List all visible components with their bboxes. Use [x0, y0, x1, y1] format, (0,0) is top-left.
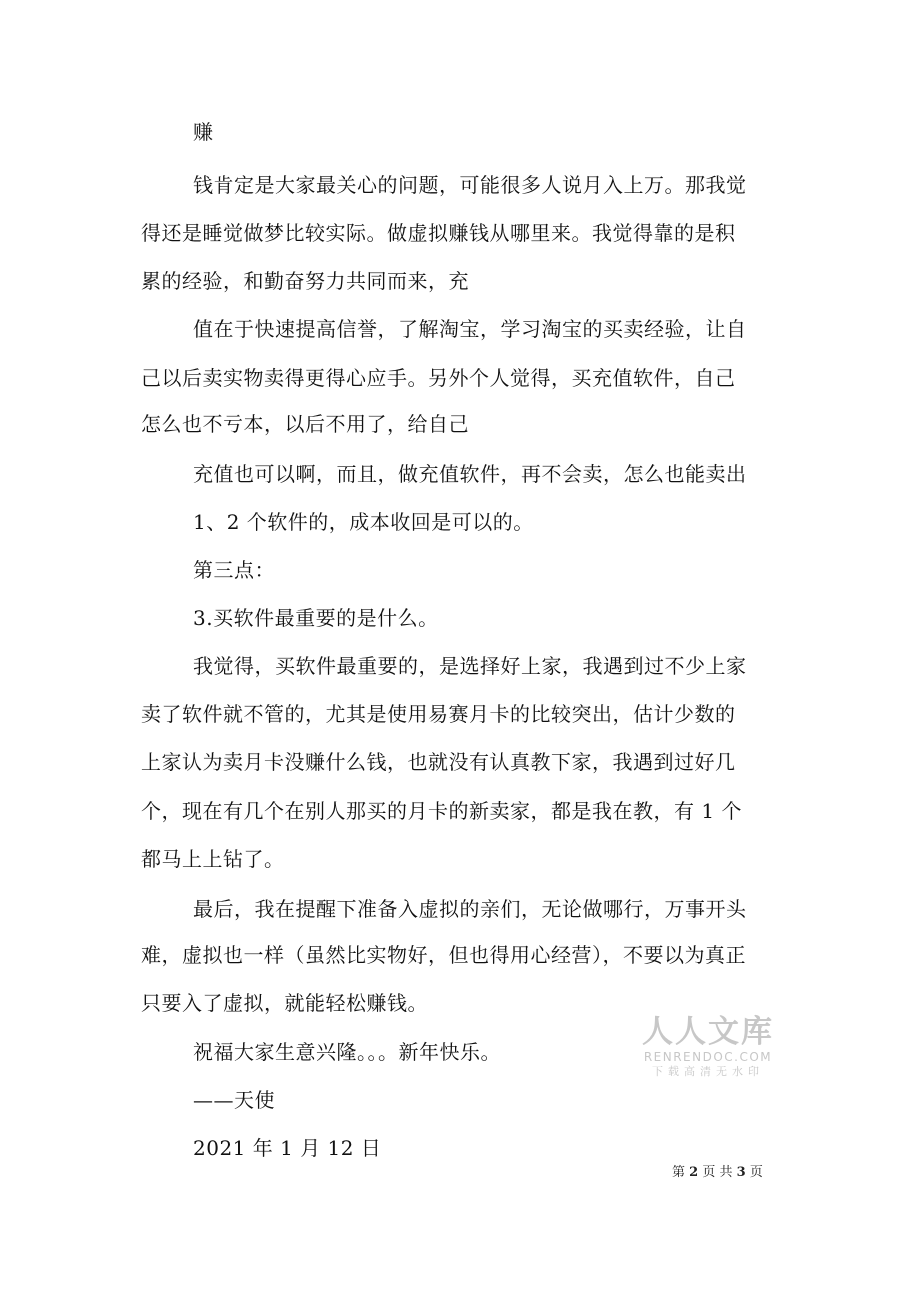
text-line: 累的经验，和勤奋努力共同而来，充	[141, 269, 469, 293]
footer-suffix: 页	[749, 1165, 763, 1180]
text-line: 值在于快速提高信誉，了解淘宝，学习淘宝的买卖经验，让自	[193, 317, 747, 341]
text-line: 都马上上钻了。	[141, 847, 285, 871]
watermark-title: 人人文库	[642, 1014, 774, 1050]
text-line: 最后，我在提醒下准备入虚拟的亲们，无论做哪行，万事开头	[193, 897, 747, 921]
text-line: 难，虚拟也一样（虽然比实物好，但也得用心经营），不要以为真正	[141, 943, 746, 967]
text-line: 上家认为卖月卡没赚什么钱，也就没有认真教下家，我遇到过好几	[141, 750, 736, 774]
section-question: 3.买软件最重要的是什么。	[193, 606, 439, 630]
text-line: 只要入了虚拟，就能轻松赚钱。	[141, 991, 428, 1015]
document-date: 2021 年 1 月 12 日	[193, 1136, 382, 1160]
text-line: 1、2 个软件的，成本收回是可以的。	[193, 510, 534, 534]
text-line: 己以后卖实物卖得更得心应手。另外个人觉得，买充值软件，自己	[141, 366, 736, 390]
footer-middle: 页 共	[702, 1165, 733, 1180]
text-line: 钱肯定是大家最关心的问题，可能很多人说月入上万。那我觉	[193, 173, 747, 197]
footer-prefix: 第	[672, 1165, 686, 1180]
text-line: 卖了软件就不管的，尤其是使用易赛月卡的比较突出，估计少数的	[141, 702, 736, 726]
text-line: 怎么也不亏本，以后不用了，给自己	[141, 412, 469, 436]
page-number-footer	[672, 1164, 763, 1182]
watermark-logo	[640, 1014, 776, 1079]
watermark-subtitle: 下载高清无水印	[652, 1065, 764, 1078]
text-line: 个，现在有几个在别人那买的月卡的新卖家，都是我在教，有 1 个	[141, 799, 742, 823]
text-line: 赚	[193, 120, 214, 144]
current-page-number: 2	[689, 1165, 699, 1180]
section-heading: 第三点：	[193, 558, 275, 582]
text-line: 得还是睡觉做梦比较实际。做虚拟赚钱从哪里来。我觉得靠的是积	[141, 221, 736, 245]
watermark-domain: RENRENDOC.COM	[643, 1050, 773, 1064]
text-line: 我觉得，买软件最重要的，是选择好上家，我遇到过不少上家	[193, 654, 747, 678]
text-line: 充值也可以啊，而且，做充值软件，再不会卖，怎么也能卖出	[193, 462, 747, 486]
closing-greeting: 祝福大家生意兴隆。。。新年快乐。	[193, 1040, 501, 1064]
total-page-count: 3	[736, 1165, 746, 1180]
signature: ——天使	[193, 1088, 275, 1112]
